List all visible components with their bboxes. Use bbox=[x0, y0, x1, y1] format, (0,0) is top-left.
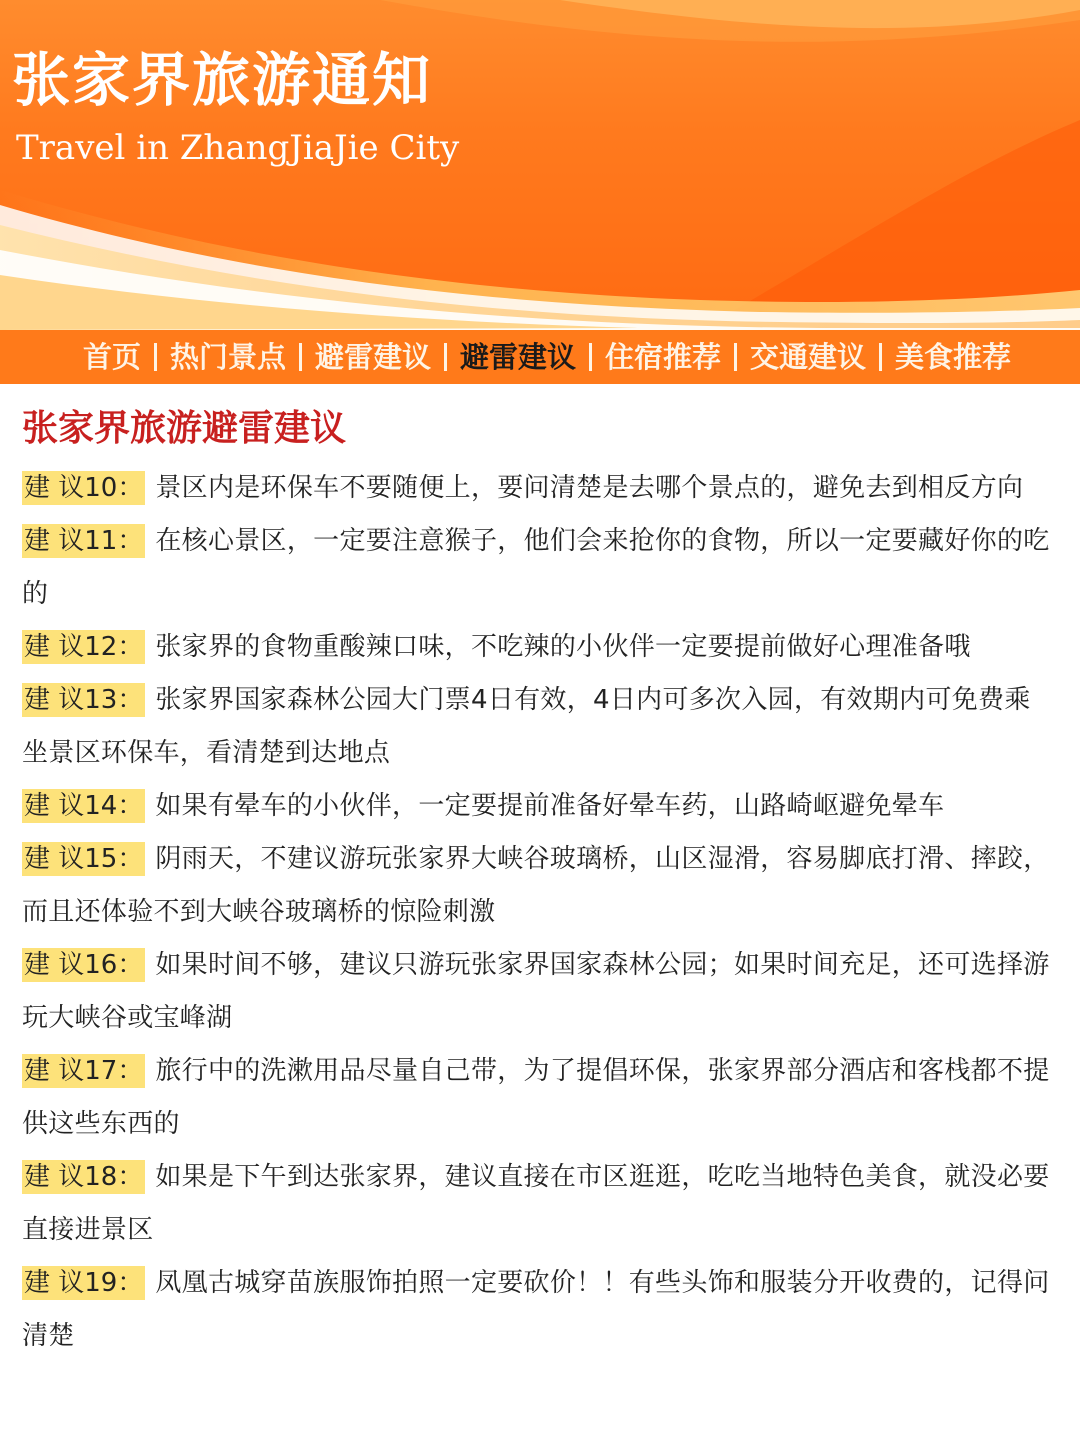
nav-item-avoid-tips[interactable]: 避雷建议 bbox=[314, 340, 431, 374]
header-banner bbox=[0, 0, 1080, 330]
tip-text: 旅行中的洗漱用品尽量自己带，为了提倡环保，张家界部分酒店和客栈都不提供这些东西的 bbox=[22, 1056, 1050, 1139]
nav-separator bbox=[154, 343, 157, 371]
tip-item bbox=[22, 515, 1052, 621]
banner-title: 张家界旅游通知 bbox=[12, 46, 433, 114]
nav-item-hot-spots[interactable]: 热门景点 bbox=[169, 340, 286, 374]
nav-separator bbox=[734, 343, 737, 371]
tip-label: 建 议11： bbox=[24, 526, 144, 556]
banner-subtitle: Travel in ZhangJiaJie City bbox=[16, 128, 460, 168]
nav-item-home[interactable]: 首页 bbox=[82, 340, 141, 374]
tip-text: 如果是下午到达张家界，建议直接在市区逛逛，吃吃当地特色美食，就没必要直接进景区 bbox=[22, 1162, 1050, 1245]
tip-text: 如果时间不够，建议只游玩张家界国家森林公园；如果时间充足，还可选择游玩大峡谷或宝峰湖 bbox=[22, 950, 1050, 1033]
tip-text: 凤凰古城穿苗族服饰拍照一定要砍价！！有些头饰和服装分开收费的，记得问清楚 bbox=[22, 1268, 1050, 1351]
nav-separator bbox=[879, 343, 882, 371]
tip-item bbox=[22, 462, 1052, 515]
tip-label: 建 议17： bbox=[24, 1056, 144, 1086]
tip-item bbox=[22, 621, 1052, 674]
tip-text: 景区内是环保车不要随便上，要问清楚是去哪个景点的，避免去到相反方向 bbox=[155, 473, 1024, 503]
tip-label: 建 议16： bbox=[24, 950, 144, 980]
tip-label: 建 议15： bbox=[24, 844, 144, 874]
tip-label: 建 议18： bbox=[24, 1162, 144, 1192]
tip-item bbox=[22, 1151, 1052, 1257]
nav-separator bbox=[299, 343, 302, 371]
tip-label: 建 议10： bbox=[24, 473, 144, 503]
tip-text: 阴雨天，不建议游玩张家界大峡谷玻璃桥，山区湿滑，容易脚底打滑、摔跤，而且还体验不到大峡谷玻璃桥的惊险刺激 bbox=[22, 844, 1050, 927]
tip-text: 在核心景区，一定要注意猴子，他们会来抢你的食物，所以一定要藏好你的吃的 bbox=[22, 526, 1050, 609]
tip-item bbox=[22, 780, 1052, 833]
nav-item-lodging[interactable]: 住宿推荐 bbox=[605, 340, 722, 374]
tip-text: 如果有晕车的小伙伴，一定要提前准备好晕车药，山路崎岖避免晕车 bbox=[155, 791, 945, 821]
tip-item bbox=[22, 939, 1052, 1045]
tip-label: 建 议14： bbox=[24, 791, 144, 821]
tips-list bbox=[22, 462, 1052, 1363]
nav-separator bbox=[444, 343, 447, 371]
nav-bar bbox=[0, 330, 1080, 384]
tip-item bbox=[22, 833, 1052, 939]
tip-label: 建 议19： bbox=[24, 1268, 144, 1298]
tip-label: 建 议12： bbox=[24, 632, 144, 662]
nav-item-food[interactable]: 美食推荐 bbox=[895, 340, 1012, 374]
nav-separator bbox=[589, 343, 592, 371]
nav-item-avoid-tips-active[interactable]: 避雷建议 bbox=[459, 340, 576, 374]
tip-item bbox=[22, 1045, 1052, 1151]
tip-item bbox=[22, 674, 1052, 780]
nav-item-transport[interactable]: 交通建议 bbox=[750, 340, 867, 374]
main-content bbox=[22, 400, 1052, 1363]
section-title: 张家界旅游避雷建议 bbox=[22, 408, 347, 449]
tip-text: 张家界的食物重酸辣口味，不吃辣的小伙伴一定要提前做好心理准备哦 bbox=[155, 632, 971, 662]
tip-label: 建 议13： bbox=[24, 685, 144, 715]
tip-item bbox=[22, 1257, 1052, 1363]
tip-text: 张家界国家森林公园大门票4日有效，4日内可多次入园，有效期内可免费乘坐景区环保车，看清楚到达地点 bbox=[22, 685, 1031, 768]
